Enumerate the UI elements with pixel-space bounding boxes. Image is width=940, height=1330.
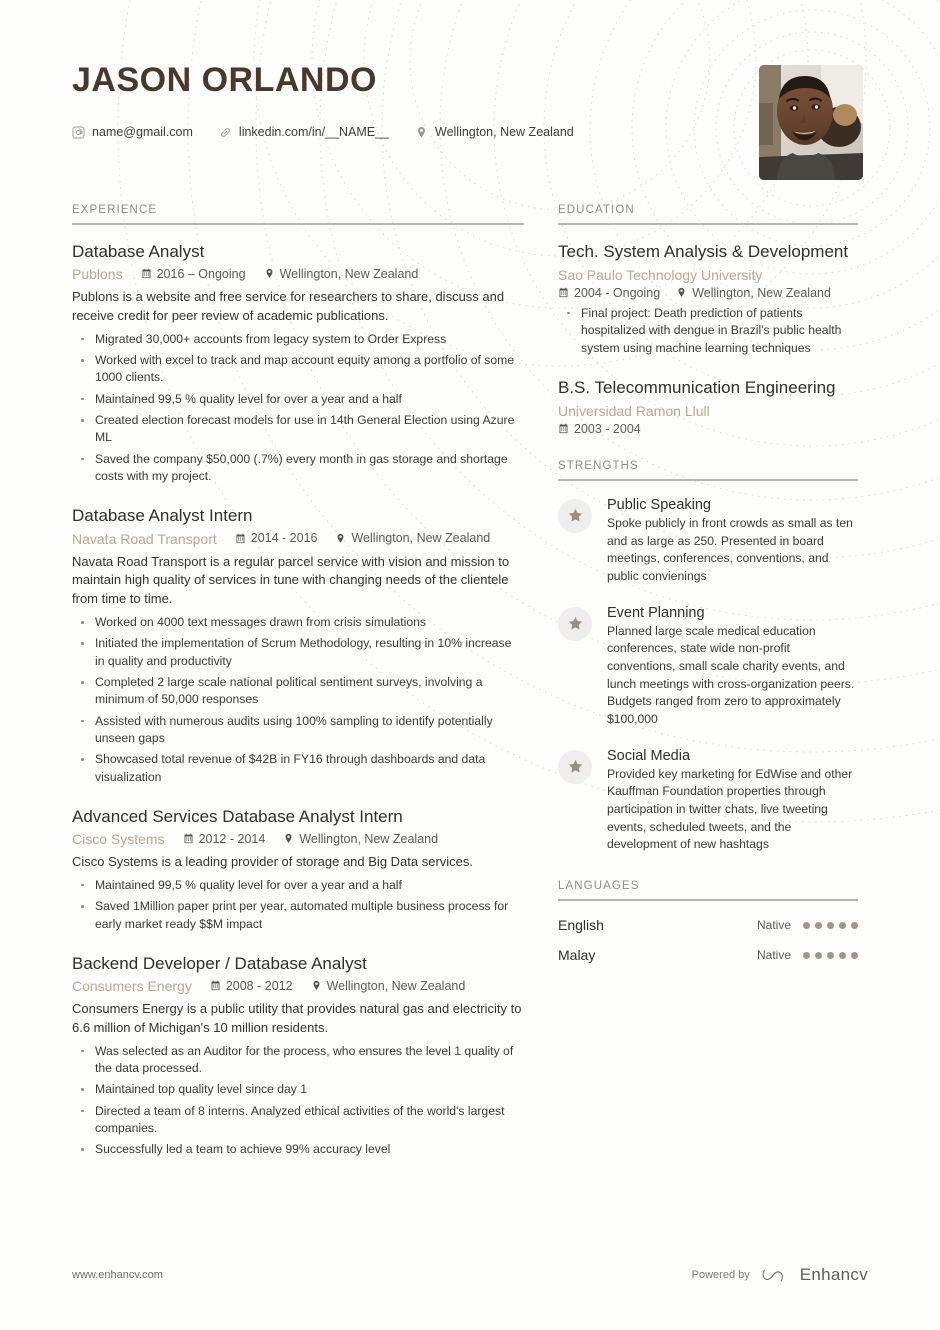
star-icon — [567, 615, 584, 632]
strength-badge — [558, 499, 592, 533]
section-divider — [558, 899, 858, 901]
list-item: Assisted with numerous audits using 100% sampling to identify potentially unseen gaps — [72, 713, 524, 748]
powered-by-label: Powered by — [691, 1269, 750, 1281]
star-icon — [567, 758, 584, 775]
rating-dot — [839, 922, 846, 929]
rating-dot — [851, 952, 858, 959]
calendar-icon — [558, 423, 569, 434]
section-divider — [72, 223, 524, 225]
section-title-languages: LANGUAGES — [558, 880, 640, 893]
experience-dates — [183, 832, 266, 846]
language-rating-group — [757, 948, 858, 962]
experience-location-text: Wellington, New Zealand — [279, 266, 419, 281]
strength-description: Planned large scale medical education conferences, state wide non-profit conventions, small scale charity events, and lunch meetings with cross-organization peers. Budgets ranged from zero to approximately $100,000 — [607, 623, 855, 727]
experience-title: Backend Developer / Database Analyst — [72, 953, 367, 973]
strength-name: Public Speaking — [607, 496, 711, 513]
list-item: Showcased total revenue of $42B in FY16 through dashboards and data visualization — [72, 751, 524, 786]
contact-email-text: name@gmail.com — [92, 125, 193, 140]
experience-entry — [72, 953, 524, 1159]
language-level: Native — [756, 948, 791, 963]
language-row — [558, 947, 858, 963]
language-level: Native — [756, 918, 791, 933]
rating-dot — [803, 922, 810, 929]
section-experience — [72, 204, 524, 1159]
strength-badge — [558, 607, 592, 641]
experience-bullets — [72, 614, 524, 786]
experience-summary: Consumers Energy is a public utility that provides natural gas and electricity to 6.6 million of Michigan's 10 million residents. — [72, 1001, 522, 1035]
education-title: B.S. Telecommunication Engineering — [558, 377, 836, 397]
footer-url[interactable]: www.enhancv.com — [72, 1269, 163, 1281]
link-icon — [219, 126, 232, 139]
education-entry — [558, 241, 858, 357]
list-item: Saved 1Million paper print per year, automated multiple business process for early market ready $$M impact — [72, 898, 524, 933]
experience-dates — [141, 267, 246, 281]
experience-title: Advanced Services Database Analyst Intern — [72, 806, 403, 826]
experience-dates-text: 2016 – Ongoing — [156, 266, 246, 281]
brand-name: Enhancv — [799, 1265, 868, 1284]
section-divider — [558, 223, 858, 225]
list-item: Initiated the implementation of Scrum Methodology, resulting in 10% increase in quality and productivity — [72, 635, 524, 670]
section-education — [558, 204, 858, 436]
location-pin-icon — [283, 833, 294, 844]
calendar-icon — [558, 287, 569, 298]
education-meta — [558, 422, 858, 436]
experience-dates-text: 2008 - 2012 — [225, 978, 293, 993]
star-icon — [567, 507, 584, 524]
resume-columns — [72, 204, 868, 1179]
experience-meta — [72, 831, 524, 847]
experience-org: Consumers Energy — [72, 978, 192, 994]
location-pin-icon — [311, 980, 322, 991]
experience-bullets — [72, 877, 524, 933]
rating-dot — [827, 952, 834, 959]
experience-title: Database Analyst Intern — [72, 506, 253, 526]
calendar-icon — [235, 533, 246, 544]
location-pin-icon — [264, 268, 275, 279]
rating-dot — [815, 922, 822, 929]
experience-dates-text: 2012 - 2014 — [198, 831, 266, 846]
experience-entry — [72, 806, 524, 933]
right-column — [558, 204, 858, 1179]
rating-dot — [839, 952, 846, 959]
experience-location-text: Wellington, New Zealand — [299, 831, 439, 846]
language-name: Malay — [558, 947, 596, 964]
rating-dot — [815, 952, 822, 959]
list-item: Saved the company $50,000 (.7%) every month in gas storage and shortage costs with my project. — [72, 451, 524, 486]
experience-bullets — [72, 331, 524, 486]
list-item: Was selected as an Auditor for the process, who ensures the level 1 quality of the data processed. — [72, 1043, 524, 1078]
education-bullets — [558, 305, 858, 357]
calendar-icon — [183, 833, 194, 844]
contact-location — [415, 125, 574, 139]
section-divider — [558, 479, 858, 481]
experience-bullets — [72, 1043, 524, 1159]
experience-meta — [72, 266, 524, 282]
calendar-icon — [210, 980, 221, 991]
experience-summary: Cisco Systems is a leading provider of storage and Big Data services. — [72, 854, 474, 870]
education-location-text: Wellington, New Zealand — [692, 285, 831, 300]
list-item: Maintained 99,5 % quality level for over a year and a half — [72, 391, 524, 408]
left-column — [72, 204, 524, 1179]
education-location — [676, 286, 831, 300]
education-dates-text: 2004 - Ongoing — [574, 285, 661, 300]
experience-location — [311, 979, 466, 993]
resume-header — [72, 0, 868, 182]
language-rating-dots — [803, 952, 858, 959]
education-entry — [558, 377, 858, 436]
education-org: Universidad Ramon Llull — [558, 402, 710, 419]
strength-item — [558, 748, 858, 854]
contact-linkedin-text: linkedin.com/in/__NAME__ — [238, 125, 389, 140]
page-title: JASON ORLANDO — [72, 61, 377, 99]
location-pin-icon — [335, 533, 346, 544]
location-pin-icon — [676, 287, 687, 298]
list-item: Created election forecast models for use in 14th General Election using Azure ML — [72, 412, 524, 447]
experience-entry — [72, 241, 524, 485]
language-rating-group — [757, 918, 858, 932]
experience-entry — [72, 505, 524, 786]
education-dates — [558, 422, 641, 436]
education-title: Tech. System Analysis & Development — [558, 242, 849, 261]
experience-location — [335, 531, 490, 545]
strength-description: Provided key marketing for EdWise and other Kauffman Foundation properties through participation in twitter chats, live tweeting events, scheduled tweets, and the development of new hashtags — [607, 766, 853, 852]
location-pin-icon — [415, 126, 428, 139]
calendar-icon — [141, 268, 152, 279]
experience-dates — [210, 979, 293, 993]
language-rating-dots — [803, 922, 858, 929]
experience-meta — [72, 531, 524, 547]
experience-org: Cisco Systems — [72, 831, 165, 848]
experience-summary: Publons is a website and free service for researchers to share, discuss and receive credit for peer review of academic publications. — [72, 289, 505, 323]
language-name: English — [558, 917, 604, 934]
avatar-image — [759, 65, 863, 180]
contact-row — [72, 125, 868, 139]
enhancv-logo-icon — [762, 1267, 788, 1283]
section-languages — [558, 880, 858, 963]
rating-dot — [827, 922, 834, 929]
list-item: Successfully led a team to achieve 99% accuracy level — [72, 1141, 524, 1158]
list-item: Worked on 4000 text messages drawn from crisis simulations — [72, 614, 524, 631]
email-icon — [72, 126, 85, 139]
education-dates — [558, 286, 660, 300]
experience-location — [264, 267, 419, 281]
experience-summary: Navata Road Transport is a regular parcel service with vision and mission to maintain high quality of services in tune with changing needs of the clientele from time to time. — [72, 553, 510, 607]
list-item: Final project: Death prediction of patients hospitalized with dengue in Brazil's public health system using machine learning techniques — [558, 305, 858, 357]
strength-description: Spoke publicly in front crowds as small as ten and as large as 250. Presented in board meetings, conferences, conventions, and public convienings — [607, 515, 853, 583]
education-meta — [558, 286, 858, 300]
education-org: Sao Paulo Technology University — [558, 266, 763, 283]
strength-name: Social Media — [607, 747, 691, 764]
rating-dot — [803, 952, 810, 959]
page-footer — [72, 1265, 868, 1285]
experience-location-text: Wellington, New Zealand — [351, 531, 491, 545]
section-title-strengths: STRENGTHS — [558, 459, 639, 472]
education-dates-text: 2003 - 2004 — [574, 421, 641, 436]
language-row — [558, 917, 858, 933]
strength-item — [558, 605, 858, 729]
section-title-experience: EXPERIENCE — [72, 204, 158, 216]
list-item: Directed a team of 8 interns. Analyzed ethical activities of the world's largest companies. — [72, 1103, 524, 1138]
experience-meta — [72, 978, 524, 994]
experience-location — [283, 832, 438, 846]
section-strengths — [558, 460, 858, 854]
avatar — [759, 65, 863, 180]
experience-location-text: Wellington, New Zealand — [326, 978, 466, 993]
footer-brand — [692, 1265, 868, 1285]
experience-title: Database Analyst — [72, 242, 205, 261]
list-item: Worked with excel to track and map account equity among a portfolio of some 1000 clients. — [72, 352, 524, 387]
list-item: Migrated 30,000+ accounts from legacy system to Order Express — [72, 331, 524, 348]
section-title-education: EDUCATION — [558, 204, 635, 216]
experience-org: Navata Road Transport — [72, 530, 217, 547]
list-item: Completed 2 large scale national political sentiment surveys, involving a minimum of 50,000 responses — [72, 674, 524, 709]
experience-dates — [235, 531, 318, 545]
rating-dot — [851, 922, 858, 929]
strength-item — [558, 497, 858, 586]
list-item: Maintained 99,5 % quality level for over a year and a half — [72, 877, 524, 894]
list-item: Maintained top quality level since day 1 — [72, 1081, 524, 1098]
contact-location-text: Wellington, New Zealand — [435, 125, 574, 140]
contact-email[interactable] — [72, 125, 193, 139]
strength-name: Event Planning — [607, 604, 705, 621]
strength-badge — [558, 750, 592, 784]
experience-org: Publons — [72, 266, 123, 283]
contact-linkedin[interactable] — [219, 125, 389, 139]
experience-dates-text: 2014 - 2016 — [250, 531, 318, 545]
